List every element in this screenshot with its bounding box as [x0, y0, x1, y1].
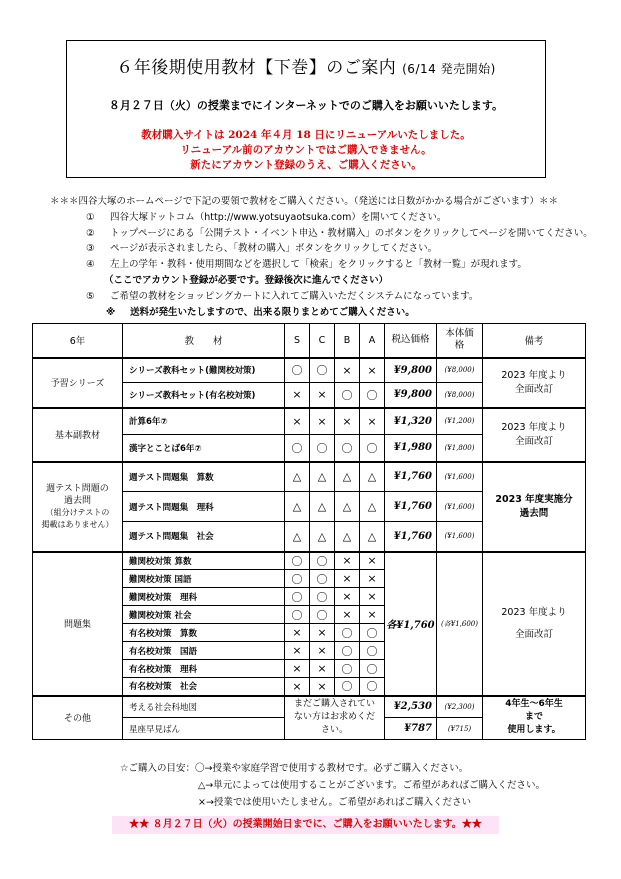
tax-price: ¥9,800: [385, 383, 437, 408]
purchase-instructions: [50, 194, 593, 320]
mark-c: 〇: [310, 606, 335, 624]
mark-c: ×: [310, 678, 335, 696]
remark-line: まで: [524, 712, 543, 723]
mark-c: 〇: [310, 552, 335, 570]
mark-a: ×: [360, 358, 385, 383]
material-name: 星座早見ばん: [123, 718, 285, 740]
mark-s: 〇: [285, 358, 310, 383]
remark-kihon: [483, 408, 586, 462]
announcement-box: [66, 40, 546, 178]
remark-mondai: [483, 552, 586, 696]
step-text: （ここでアカウント登録が必要です。登録後次に進んでください）: [104, 274, 389, 286]
material-name: 有名校対策 国語: [123, 642, 285, 660]
step-4-note: [50, 273, 593, 289]
mark-b: ×: [335, 552, 360, 570]
mark-a: 〇: [360, 435, 385, 462]
material-name: シリーズ教科セット(難関校対策): [123, 358, 285, 383]
material-name: 有名校対策 理科: [123, 660, 285, 678]
mark-c: ×: [310, 383, 335, 408]
category-line: 週テスト問題の: [46, 483, 109, 494]
mark-b: 〇: [335, 678, 360, 696]
purchase-guide: [120, 761, 545, 811]
category-line: 掲載はありません）: [41, 519, 114, 529]
mark-c: △: [310, 492, 335, 522]
base-price: (¥1,800): [437, 435, 483, 462]
mark-a: ×: [360, 552, 385, 570]
tax-price: ¥787: [385, 718, 437, 740]
col-remarks: 備考: [483, 324, 586, 358]
step-2: [50, 226, 593, 242]
mark-s: △: [285, 492, 310, 522]
step-text: ご希望の教材をショッピングカートに入れてご購入いただくシステムになっています。: [110, 290, 479, 302]
mark-b: △: [335, 462, 360, 492]
base-price: (各¥1,600): [437, 552, 483, 696]
mark-c: 〇: [310, 570, 335, 588]
mark-s: 〇: [285, 570, 310, 588]
mark-b: 〇: [335, 383, 360, 408]
mark-c: 〇: [310, 588, 335, 606]
base-price: (¥1,600): [437, 492, 483, 522]
step-text[interactable]: 四谷大塚ドットコム（http://www.yotsuyaotsuka.com）を開いてください。: [110, 211, 447, 223]
col-grade: 6年: [33, 324, 123, 358]
col-tax-price: 税込価格: [385, 324, 437, 358]
remark-line: 全面改訂: [514, 628, 553, 640]
table-row: [33, 696, 586, 718]
mark-b: ×: [335, 606, 360, 624]
step-text: ページが表示されましたら、「教材の購入」ボタンをクリックしてください。: [110, 243, 438, 255]
table-header-row: [33, 324, 586, 358]
note-line: さい。: [320, 725, 348, 736]
note-mark: ※: [106, 306, 116, 318]
step-number: ①: [86, 211, 95, 223]
material-name: 難関校対策 社会: [123, 606, 285, 624]
material-name: シリーズ教科セット(有名校対策): [123, 383, 285, 408]
mark-s: ×: [285, 642, 310, 660]
col-s: S: [285, 324, 310, 358]
remark-line: 2023 年度より: [501, 421, 567, 433]
mark-s: ×: [285, 678, 310, 696]
mark-c: ×: [310, 642, 335, 660]
material-name: 難関校対策 国語: [123, 570, 285, 588]
purchase-note: [285, 696, 385, 740]
step-text: トップページにある「公開テスト・イベント申込・教材購入」のボタンをクリックしてページを開いてください。: [110, 227, 593, 239]
mark-a: ×: [360, 588, 385, 606]
material-name: 難関校対策 算数: [123, 552, 285, 570]
category-mondai: 問題集: [33, 552, 123, 696]
table-row: [33, 358, 586, 383]
material-name: 週テスト問題集 理科: [123, 492, 285, 522]
tax-price: ¥9,800: [385, 358, 437, 383]
table-row: [33, 408, 586, 435]
mark-c: △: [310, 462, 335, 492]
mark-s: ×: [285, 624, 310, 642]
mark-b: △: [335, 522, 360, 552]
remark-line: 2023 年度実施分: [495, 493, 573, 505]
category-line: （組分けテストの: [45, 507, 110, 517]
mark-a: △: [360, 492, 385, 522]
mark-c: 〇: [310, 358, 335, 383]
mark-s: △: [285, 462, 310, 492]
mark-a: ×: [360, 408, 385, 435]
mark-c: ×: [310, 660, 335, 678]
mark-s: 〇: [285, 588, 310, 606]
notice-line-2: リニューアル前のアカウントではご購入できません。: [180, 144, 432, 156]
mark-a: ×: [360, 570, 385, 588]
col-b: B: [335, 324, 360, 358]
mark-s: △: [285, 522, 310, 552]
base-price: (¥2,300): [437, 696, 483, 718]
category-yoshu: 予習シリーズ: [33, 358, 123, 408]
tax-price: ¥1,320: [385, 408, 437, 435]
mark-a: △: [360, 462, 385, 492]
remark-line: 全面改訂: [514, 383, 553, 395]
table-row: [33, 462, 586, 492]
mark-b: 〇: [335, 660, 360, 678]
mark-c: 〇: [310, 435, 335, 462]
deadline-banner: ★★ ８月２７日（火）の授業開始日までに、ご購入をお願いいたします。★★: [112, 816, 499, 834]
notice-line-1: 教材購入サイトは 2024 年４月 18 日にリニューアルいたしました。: [141, 129, 471, 141]
table-row: [33, 552, 586, 570]
material-name: 有名校対策 算数: [123, 624, 285, 642]
note-line: まだご購入されてい: [293, 699, 375, 710]
mark-a: 〇: [360, 642, 385, 660]
step-text: 送料が発生いたしますので、出来る限りまとめてご購入ください。: [130, 306, 415, 318]
step-number: ③: [86, 243, 95, 255]
mark-a: 〇: [360, 660, 385, 678]
step-text: 左上の学年・教科・使用期間などを選択して「検索」をクリックすると「教材一覧」が現れます。: [110, 259, 527, 271]
mark-b: ×: [335, 570, 360, 588]
mark-b: 〇: [335, 435, 360, 462]
category-other: その他: [33, 696, 123, 740]
remark-line: 2023 年度より: [501, 606, 567, 618]
mark-b: △: [335, 492, 360, 522]
mark-c: ×: [310, 408, 335, 435]
remark-test: [483, 462, 586, 552]
page-title: [67, 53, 545, 78]
mark-a: △: [360, 522, 385, 552]
col-a: A: [360, 324, 385, 358]
tax-price: ¥1,760: [385, 492, 437, 522]
mark-a: 〇: [360, 383, 385, 408]
step-5: [50, 289, 593, 305]
mark-s: ×: [285, 660, 310, 678]
guide-line-triangle: △→単元によっては使用することがございます。ご希望があればご購入ください。: [198, 779, 546, 791]
note-line: ない方はお求めくだ: [293, 712, 375, 723]
base-price: (¥1,600): [437, 462, 483, 492]
mark-b: 〇: [335, 642, 360, 660]
mark-s: ×: [285, 383, 310, 408]
material-name: 週テスト問題集 算数: [123, 462, 285, 492]
tax-price: ¥1,760: [385, 462, 437, 492]
step-number: ⑤: [86, 290, 95, 302]
category-test: [33, 462, 123, 552]
title-date: (6/14 発売開始): [402, 62, 496, 76]
col-material: 教 材: [123, 324, 285, 358]
step-1: [50, 210, 593, 226]
material-name: 難関校対策 理科: [123, 588, 285, 606]
title-text: ６年後期使用教材【下巻】のご案内: [116, 58, 397, 78]
mark-b: ×: [335, 588, 360, 606]
shipping-note: [50, 305, 593, 321]
col-base-price: 本体価格: [437, 324, 483, 358]
base-price: (¥1,600): [437, 522, 483, 552]
remark-other: [483, 696, 586, 740]
remark-line: 使用します。: [507, 725, 561, 736]
category-kihon: 基本副教材: [33, 408, 123, 462]
step-3: [50, 241, 593, 257]
instructions-heading: ＊＊＊四谷大塚のホームページで下記の要領で教材をご購入ください。（発送には日数がかかる場合がございます）＊＊: [50, 196, 559, 207]
tax-price: ¥1,980: [385, 435, 437, 462]
material-name: 週テスト問題集 社会: [123, 522, 285, 552]
tax-price: ¥2,530: [385, 696, 437, 718]
mark-c: ×: [310, 624, 335, 642]
tax-price: 各¥1,760: [385, 552, 437, 696]
guide-line-circle: ☆ご購入の目安：〇→授業や家庭学習で使用する教材です。必ずご購入ください。: [120, 763, 469, 774]
category-line: 過去問: [63, 495, 91, 506]
mark-b: ×: [335, 408, 360, 435]
guide-line-cross: ×→授業では使用いたしません。ご希望があればご購入ください: [198, 796, 471, 808]
remark-yoshu: [483, 358, 586, 408]
col-c: C: [310, 324, 335, 358]
mark-s: 〇: [285, 606, 310, 624]
base-price: (¥8,000): [437, 383, 483, 408]
mark-b: ×: [335, 358, 360, 383]
mark-s: ×: [285, 408, 310, 435]
mark-c: △: [310, 522, 335, 552]
material-name: 考える社会科地図: [123, 696, 285, 718]
notice-line-3: 新たにアカウント登録のうえ、ご購入ください。: [190, 159, 422, 171]
remark-line: 過去問: [519, 507, 549, 519]
step-number: ②: [86, 227, 95, 239]
mark-s: 〇: [285, 552, 310, 570]
mark-a: 〇: [360, 624, 385, 642]
purchase-request: ８月２７日（火）の授業までにインターネットでのご購入をお願いいたします。: [108, 99, 504, 112]
mark-s: 〇: [285, 435, 310, 462]
base-price: (¥8,000): [437, 358, 483, 383]
base-price: (¥1,200): [437, 408, 483, 435]
tax-price: ¥1,760: [385, 522, 437, 552]
base-price: (¥715): [437, 718, 483, 740]
material-name: 有名校対策 社会: [123, 678, 285, 696]
material-name: 計算6年⑦: [123, 408, 285, 435]
step-number: ④: [86, 259, 95, 271]
remark-line: 全面改訂: [514, 435, 553, 447]
materials-table: [32, 323, 586, 740]
remark-line: 4年生～6年生: [505, 699, 563, 710]
mark-a: 〇: [360, 678, 385, 696]
remark-line: 2023 年度より: [501, 369, 567, 381]
step-4: [50, 257, 593, 273]
mark-a: ×: [360, 606, 385, 624]
mark-b: 〇: [335, 624, 360, 642]
material-name: 漢字とことば6年⑦: [123, 435, 285, 462]
